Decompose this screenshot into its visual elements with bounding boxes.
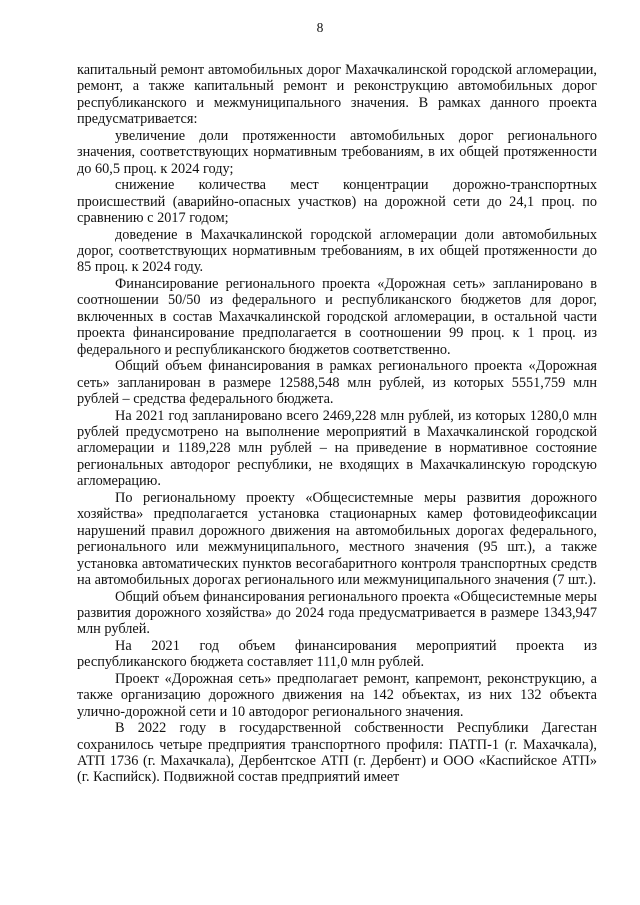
document-body bbox=[77, 62, 597, 786]
paragraph-continuation: капитальный ремонт автомобильных дорог Махачкалинской городской агломерации, ремонт, а также капитальный ремонт и реконструкцию автомобильных дорог республиканского и межмуниципального значения. В рамках данного проекта предусматривается: bbox=[77, 62, 597, 128]
paragraph-accident-reduction: снижение количества мест концентрации дорожно-транспортных происшествий (аварийно-опасных участков) на дорожной сети до 24,1 проц. по сравнению с 2017 годом; bbox=[77, 177, 597, 227]
paragraph-system-measures-financing: Общий объем финансирования регионального проекта «Общесистемные меры развития дорожного хозяйства» до 2024 года предусматривается в размере 1343,947 млн рублей. bbox=[77, 588, 597, 638]
page-number: 8 bbox=[316, 20, 324, 35]
paragraph-financing-ratio: Финансирование регионального проекта «Дорожная сеть» запланировано в соотношении 50/50 из федерального и республиканского бюджетов для дорог, включенных в состав Махачкалинской городской агломерации, в остальной части проекта финансирование предполагается в соотношении 99 проц. к 1 проц. из федерального и республиканского бюджетов соответственно. bbox=[77, 275, 597, 358]
paragraph-agglomeration-target: доведение в Махачкалинской городской агломерации доли автомобильных дорог, соответствующих нормативным требованиям, в их общей протяженности до 85 проц. к 2024 году. bbox=[77, 226, 597, 276]
paragraph-2021-plan: На 2021 год запланировано всего 2469,228 млн рублей, из которых 1280,0 млн рублей предусмотрено на выполнение мероприятий в Махачкалинской городской агломерации и 1189,228 млн рублей – на приведение в нормативное состояние региональных автодорог республики, не входящих в Махачкалинскую городскую агломерацию. bbox=[77, 407, 597, 490]
paragraph-road-share-target: увеличение доли протяженности автомобильных дорог регионального значения, соответствующих нормативным требованиям, в их общей протяженности до 60,5 проц. к 2024 году; bbox=[77, 127, 597, 177]
paragraph-total-financing: Общий объем финансирования в рамках регионального проекта «Дорожная сеть» запланирован в размере 12588,548 млн рублей, из которых 5551,759 млн рублей – средства федерального бюджета. bbox=[77, 358, 597, 408]
paragraph-transport-enterprises: В 2022 году в государственной собственности Республики Дагестан сохранилось четыре предприятия транспортного профиля: ПАТП-1 (г. Махачкала), АТП 1736 (г. Махачкала), Дербентское АТП (г. Дербент) и ООО «Каспийское АТП» (г. Каспийск). Подвижной состав предприятий имеет bbox=[77, 720, 597, 786]
paragraph-system-measures: По региональному проекту «Общесистемные меры развития дорожного хозяйства» предполагается установка стационарных камер фотовидеофиксации нарушений правил дорожного движения на автомобильных дорогах федерального, регионального или межмуниципального, местного значения (95 шт.), а также установка автоматических пунктов весогабаритного контроля транспортных средств на автомобильных дорогах регионального или межмуниципального значения (7 шт.). bbox=[77, 489, 597, 589]
paragraph-2021-budget: На 2021 год объем финансирования мероприятий проекта из республиканского бюджета составляет 111,0 млн рублей. bbox=[77, 637, 597, 671]
paragraph-project-objects: Проект «Дорожная сеть» предполагает ремонт, капремонт, реконструкцию, а также организацию дорожного движения на 142 объектах, из них 132 объекта улично-дорожной сети и 10 автодорог регионального значения. bbox=[77, 670, 597, 720]
